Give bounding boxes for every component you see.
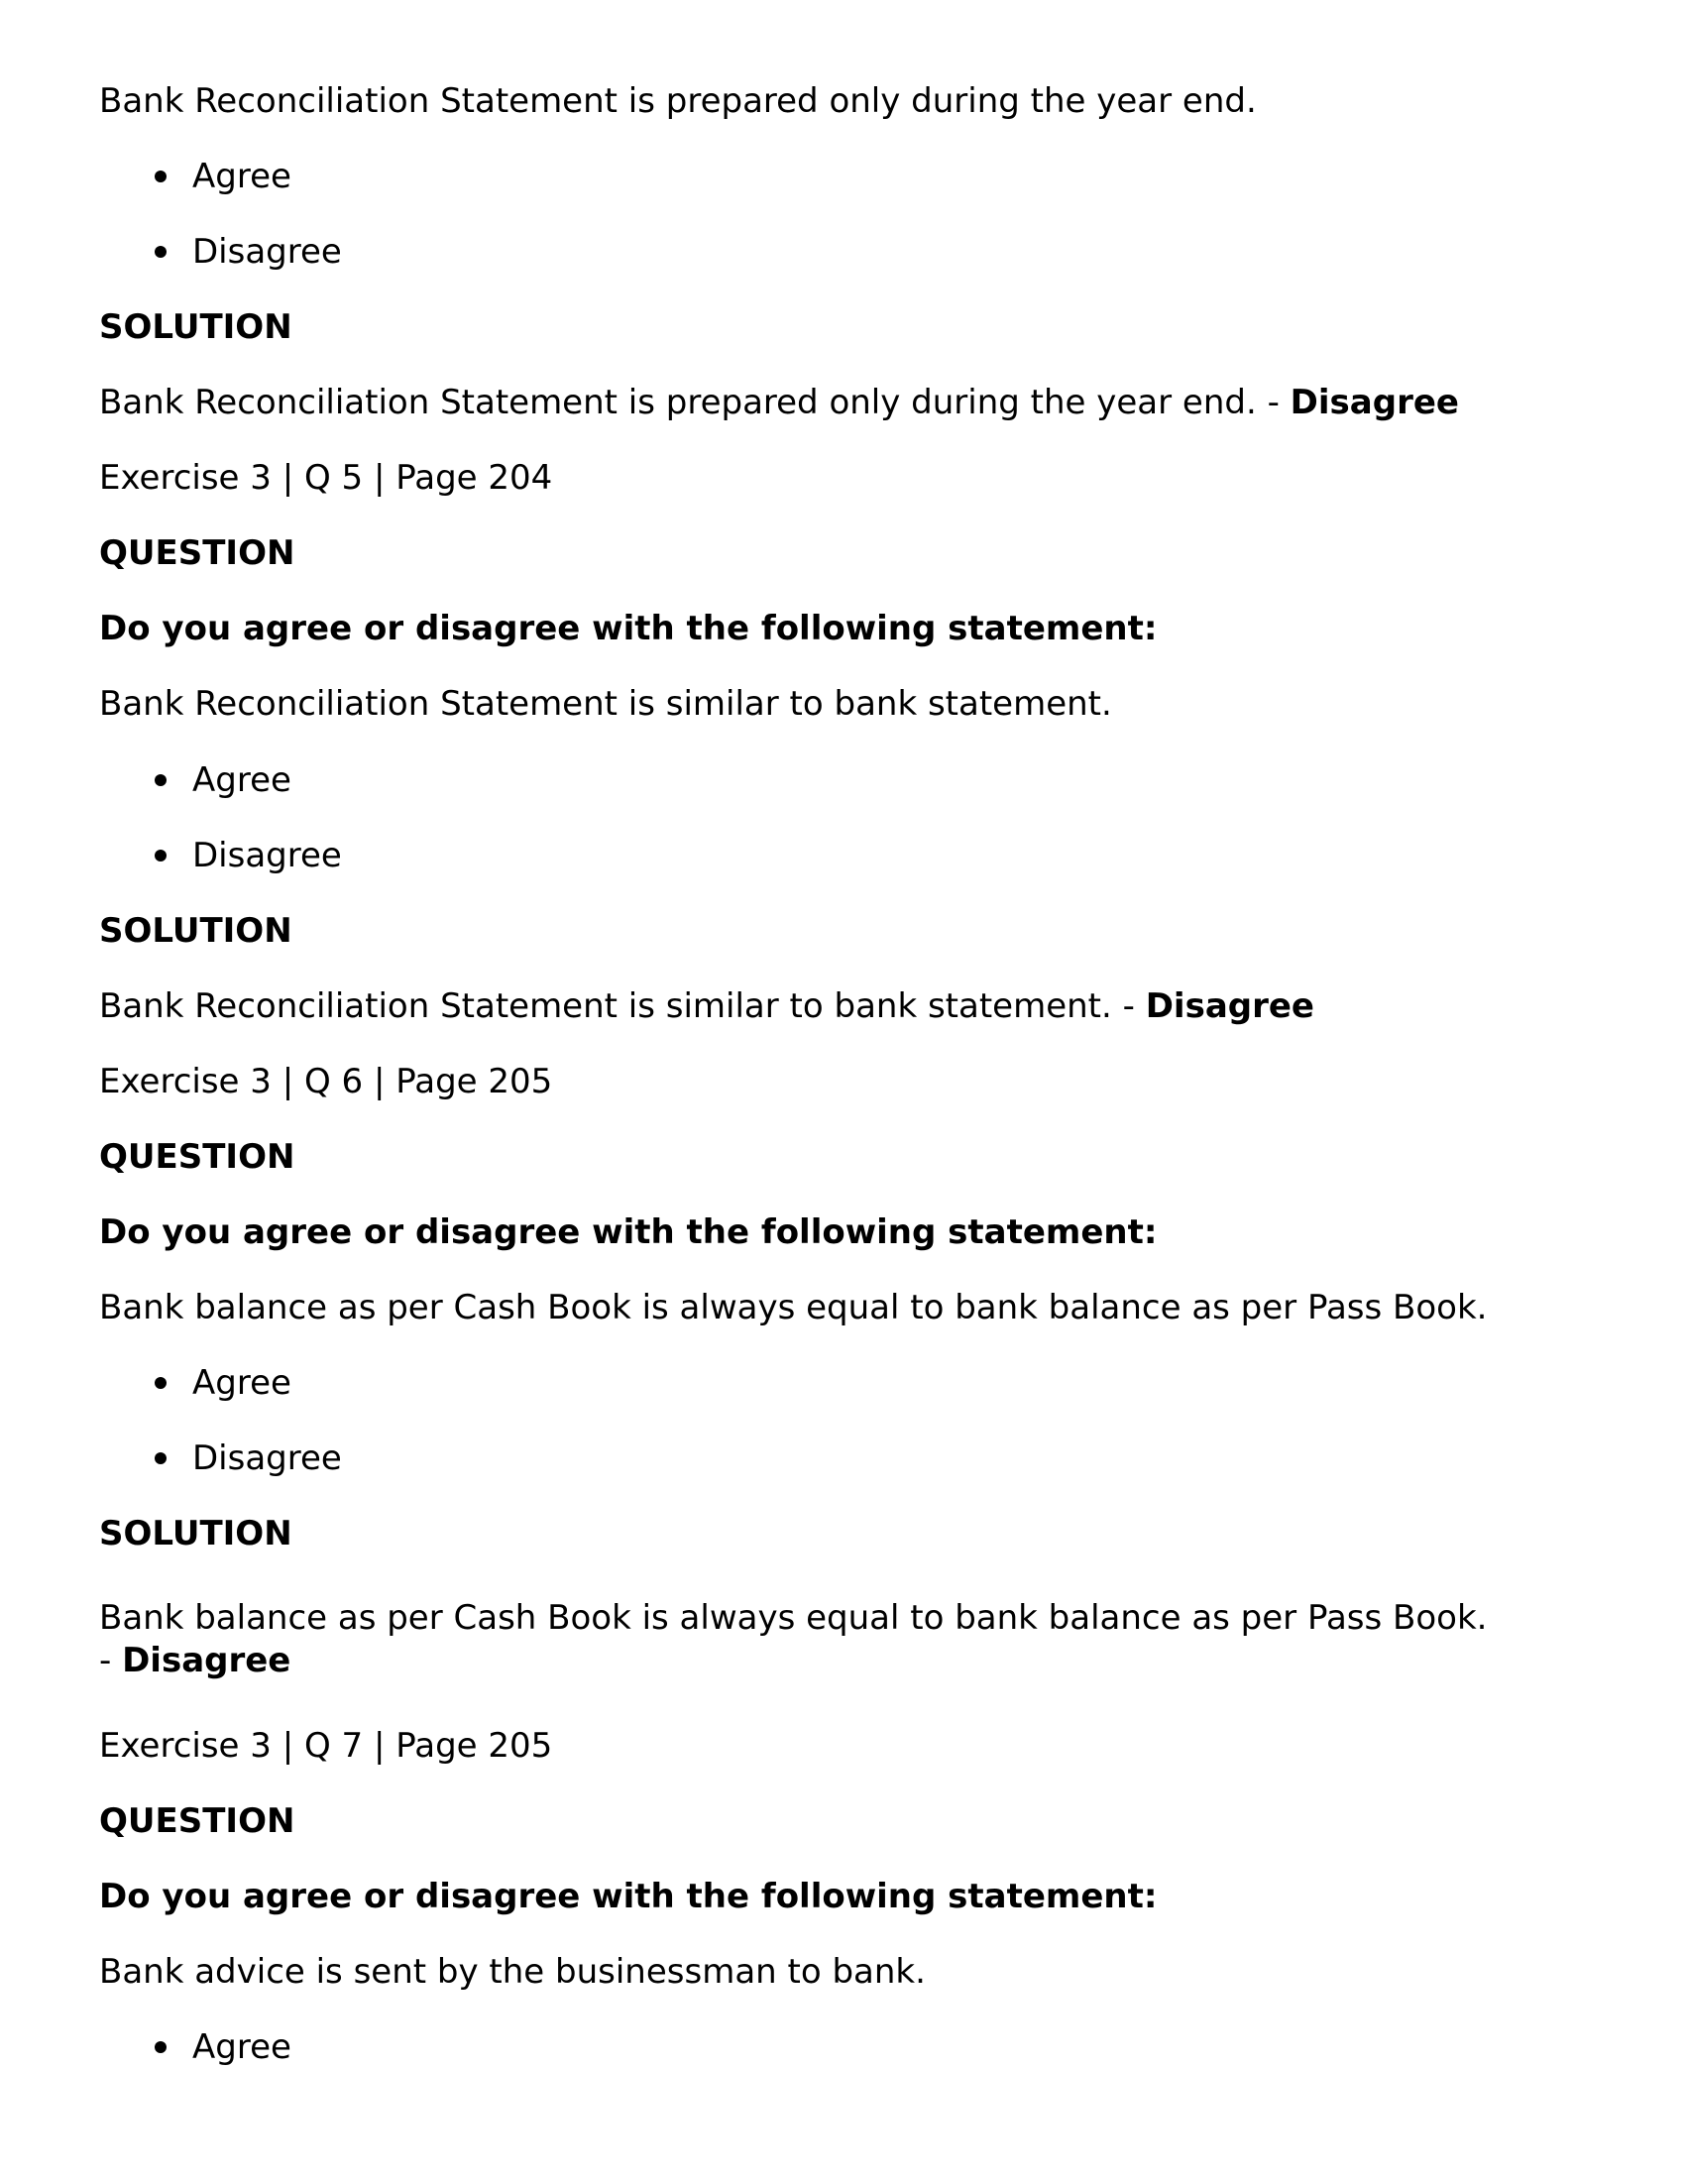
answer-value: Disagree (122, 1641, 291, 1680)
option-disagree (192, 1437, 342, 1480)
exercise-reference: Exercise 3 | Q 7 | Page 205 (99, 1726, 553, 1766)
solution-heading: SOLUTION (99, 911, 292, 951)
option-label: Agree (192, 1363, 291, 1403)
answer-value: Disagree (1145, 986, 1314, 1026)
bullet-icon (155, 774, 167, 786)
option-disagree (192, 230, 342, 274)
solution-heading: SOLUTION (99, 307, 292, 347)
option-label: Agree (192, 2027, 291, 2067)
answer-dash: - (99, 1641, 123, 1680)
solution-answer (99, 1639, 290, 1682)
option-agree (192, 1361, 291, 1405)
bullet-icon (155, 2041, 167, 2053)
exercise-reference: Exercise 3 | Q 5 | Page 204 (99, 458, 553, 498)
bullet-icon (155, 850, 167, 862)
bullet-icon (155, 1452, 167, 1464)
option-label: Disagree (192, 1438, 342, 1478)
option-agree (192, 758, 291, 802)
option-label: Disagree (192, 836, 342, 875)
option-label: Disagree (192, 232, 342, 272)
bullet-icon (155, 171, 167, 182)
solution-statement: Bank balance as per Cash Book is always equal to bank balance as per Pass Book. (99, 1598, 1488, 1638)
question-prompt: Do you agree or disagree with the following statement: (99, 1877, 1158, 1916)
question-prompt: Do you agree or disagree with the following statement: (99, 609, 1158, 648)
question-heading: QUESTION (99, 1801, 295, 1841)
option-agree (192, 155, 291, 198)
question-heading: QUESTION (99, 533, 295, 573)
bullet-icon (155, 1377, 167, 1389)
solution-answer (99, 381, 1459, 424)
statement-text: Bank balance as per Cash Book is always equal to bank balance as per Pass Book. (99, 1288, 1488, 1327)
exercise-reference: Exercise 3 | Q 6 | Page 205 (99, 1062, 553, 1101)
solution-answer (99, 984, 1314, 1028)
question-heading: QUESTION (99, 1137, 295, 1177)
option-label: Agree (192, 157, 291, 196)
statement-text: Bank advice is sent by the businessman to bank. (99, 1952, 926, 1992)
answer-statement: Bank Reconciliation Statement is prepared only during the year end. - (99, 383, 1291, 422)
statement-text: Bank Reconciliation Statement is similar to bank statement. (99, 684, 1112, 724)
solution-heading: SOLUTION (99, 1514, 292, 1553)
bullet-icon (155, 246, 167, 258)
statement-text: Bank Reconciliation Statement is prepared only during the year end. (99, 81, 1257, 121)
question-prompt: Do you agree or disagree with the following statement: (99, 1212, 1158, 1252)
answer-statement: Bank Reconciliation Statement is similar to bank statement. - (99, 986, 1146, 1026)
answer-value: Disagree (1290, 383, 1459, 422)
option-label: Agree (192, 760, 291, 800)
option-disagree (192, 834, 342, 877)
option-agree (192, 2025, 291, 2069)
